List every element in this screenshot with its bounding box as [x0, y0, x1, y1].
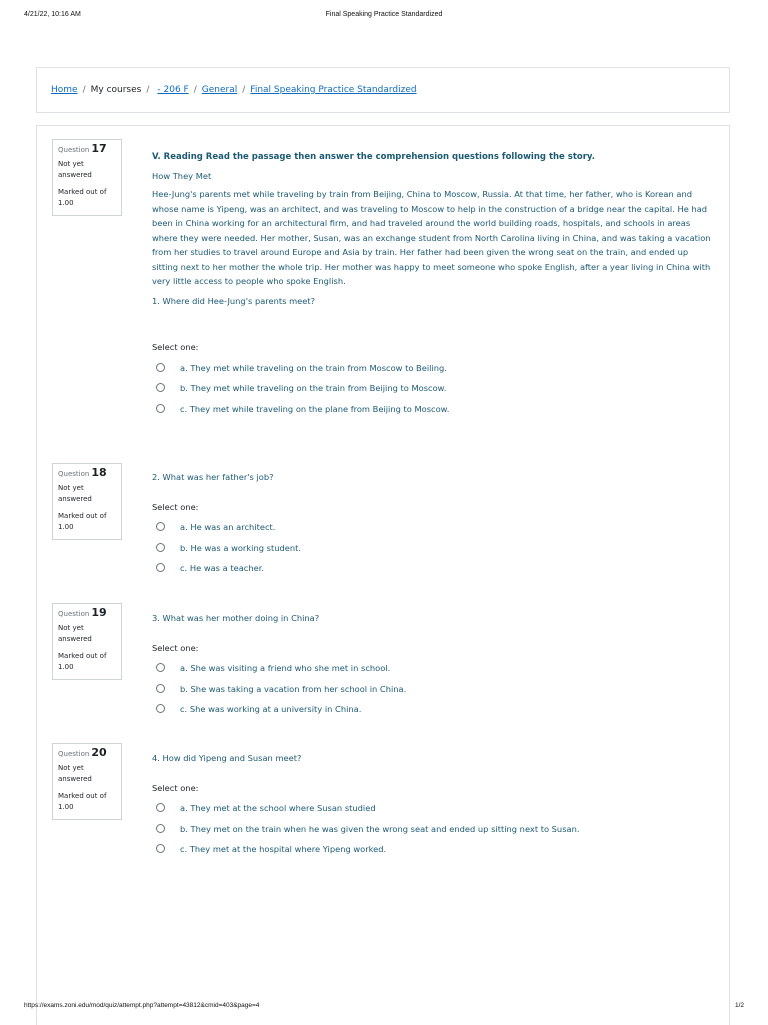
breadcrumb-general-link[interactable]: General: [201, 85, 238, 95]
question-info-18: [52, 463, 122, 540]
answer-options: [152, 658, 712, 720]
breadcrumb-separator: /: [146, 85, 150, 95]
question-number: 18: [91, 466, 107, 479]
answer-option-label[interactable]: a. They met while traveling on the train from Moscow to Beiling.: [180, 362, 447, 373]
radio-button[interactable]: [156, 824, 165, 833]
breadcrumb: [51, 85, 417, 95]
question-number: 20: [91, 746, 107, 759]
question-text: 4. How did Yipeng and Susan meet?: [152, 753, 302, 763]
breadcrumb-container: [36, 67, 730, 113]
breadcrumb-my-courses: My courses: [90, 85, 142, 95]
radio-button[interactable]: [156, 704, 165, 713]
breadcrumb-course-link[interactable]: - 206 F: [157, 85, 189, 95]
question-content-19: [152, 611, 712, 720]
question-info-17: [52, 139, 122, 216]
question-text: 2. What was her father's job?: [152, 472, 274, 482]
radio-button[interactable]: [156, 522, 165, 531]
breadcrumb-separator: /: [82, 85, 86, 95]
question-content-20: [152, 751, 712, 860]
select-one-label: Select one:: [152, 501, 199, 512]
answer-option[interactable]: [152, 679, 712, 700]
answer-option[interactable]: [152, 399, 712, 420]
question-label: Question: [58, 146, 90, 154]
question-label: Question: [58, 610, 90, 618]
question-number: 19: [91, 606, 107, 619]
answer-option-label[interactable]: b. They met on the train when he was given the wrong seat and ended up sitting next to Susan.: [180, 823, 580, 834]
question-content-18: [152, 470, 712, 579]
breadcrumb-quiz-link[interactable]: Final Speaking Practice Standardized: [250, 85, 417, 95]
radio-button[interactable]: [156, 363, 165, 372]
answer-options: [152, 358, 712, 420]
question-grade: Marked out of 1.00: [58, 512, 107, 531]
question-number: 17: [91, 142, 107, 155]
print-url: https://exams.zoni.edu/mod/quiz/attempt.php?attempt=43812&cmid=403&page=4: [24, 1002, 260, 1009]
question-state: Not yet answered: [58, 764, 92, 783]
answer-option-label[interactable]: a. He was an architect.: [180, 522, 276, 532]
answer-option-label[interactable]: a. They met at the school where Susan studied: [180, 803, 376, 813]
question-state: Not yet answered: [58, 484, 92, 503]
answer-option-label[interactable]: b. She was taking a vacation from her school in China.: [180, 683, 407, 694]
answer-options: [152, 517, 712, 579]
answer-option[interactable]: [152, 378, 712, 399]
question-text: 3. What was her mother doing in China?: [152, 613, 320, 623]
answer-option[interactable]: [152, 819, 712, 840]
answer-option-label[interactable]: c. They met while traveling on the plane from Beijing to Moscow.: [180, 403, 450, 414]
radio-button[interactable]: [156, 844, 165, 853]
print-page-number: 1/2: [734, 1002, 744, 1009]
question-label: Question: [58, 750, 90, 758]
radio-button[interactable]: [156, 803, 165, 812]
radio-button[interactable]: [156, 684, 165, 693]
radio-button[interactable]: [156, 383, 165, 392]
reading-passage: Hee-Jung's parents met while traveling by train from Beijing, China to Moscow, Russia. At that time, her father, who is Korean and whose name is Yipeng, was an architect, and was traveling to Moscow to help in the construction of a bridge near the capital. He had been in China working for an architectural firm, and had traveled around the world building roads, hospitals, and schools in areas where they were needed. Her mother, Susan, was an exchange student from North Carolina living in China, and was taking a vacation from her studies to travel around Europe and Asia by train. Her father had been given the wrong seat on the train, and ended up sitting next to her mother the whole trip. Her mother was happy to meet someone who spoke English, after a year living in China with very little access to people who spoke English.: [152, 189, 711, 286]
breadcrumb-separator: /: [193, 85, 197, 95]
radio-button[interactable]: [156, 404, 165, 413]
question-grade: Marked out of 1.00: [58, 792, 107, 811]
breadcrumb-home-link[interactable]: Home: [51, 85, 78, 95]
question-text: 1. Where did Hee-Jung's parents meet?: [152, 295, 316, 306]
story-title: How They Met: [152, 170, 212, 181]
answer-option-label[interactable]: c. She was working at a university in China.: [180, 704, 362, 714]
answer-option[interactable]: [152, 658, 712, 679]
answer-option-label[interactable]: c. He was a teacher.: [180, 563, 265, 573]
answer-option[interactable]: [152, 538, 712, 559]
answer-option-label[interactable]: b. He was a working student.: [180, 542, 301, 553]
answer-option[interactable]: [152, 699, 712, 720]
question-info-20: [52, 743, 122, 820]
question-state: Not yet answered: [58, 624, 92, 643]
print-title: Final Speaking Practice Standardized: [325, 11, 443, 18]
print-date: 4/21/22, 10:16 AM: [24, 11, 81, 18]
radio-button[interactable]: [156, 663, 165, 672]
select-one-label: Select one:: [152, 642, 199, 653]
question-label: Question: [58, 470, 90, 478]
select-one-label: Select one:: [152, 342, 199, 352]
print-header: [0, 11, 768, 23]
question-state: Not yet answered: [58, 160, 92, 179]
question-grade: Marked out of 1.00: [58, 652, 107, 671]
breadcrumb-separator: /: [242, 85, 246, 95]
radio-button[interactable]: [156, 543, 165, 552]
answer-option-label[interactable]: b. They met while traveling on the train from Beijing to Moscow.: [180, 383, 447, 393]
question-grade: Marked out of 1.00: [58, 188, 107, 207]
question-content-17: [152, 150, 712, 419]
answer-options: [152, 798, 712, 860]
answer-option[interactable]: [152, 558, 712, 579]
section-heading: V. Reading Read the passage then answer the comprehension questions following the story.: [152, 152, 595, 162]
question-info-19: [52, 603, 122, 680]
answer-option[interactable]: [152, 798, 712, 819]
answer-option[interactable]: [152, 358, 712, 379]
answer-option-label[interactable]: a. She was visiting a friend who she met in school.: [180, 663, 391, 673]
answer-option[interactable]: [152, 517, 712, 538]
radio-button[interactable]: [156, 563, 165, 572]
select-one-label: Select one:: [152, 782, 199, 793]
answer-option-label[interactable]: c. They met at the hospital where Yipeng worked.: [180, 844, 387, 854]
answer-option[interactable]: [152, 839, 712, 860]
